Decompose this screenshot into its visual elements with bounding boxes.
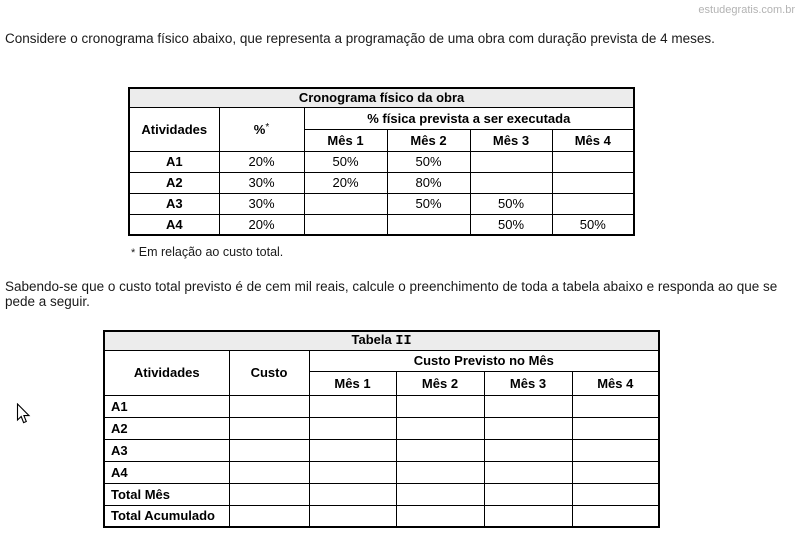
table2-title-roman: II <box>395 334 412 350</box>
table-row <box>104 505 659 527</box>
table-cell: 50% <box>304 151 387 172</box>
table1-span-header: % física prevista a ser executada <box>304 107 634 129</box>
table2-header-mes2: Mês 2 <box>396 371 484 395</box>
watermark: estudegratis.com.br <box>698 4 795 16</box>
mouse-cursor-icon <box>16 403 31 430</box>
row-label: Total Acumulado <box>104 505 229 527</box>
table-row <box>104 395 659 417</box>
empty-cell <box>309 505 396 527</box>
table-cell: 20% <box>219 214 304 235</box>
empty-cell <box>309 395 396 417</box>
empty-cell <box>484 505 572 527</box>
row-label: Total Mês <box>104 483 229 505</box>
table-row <box>104 461 659 483</box>
empty-cell <box>484 417 572 439</box>
empty-cell <box>309 417 396 439</box>
table-cell: 30% <box>219 172 304 193</box>
table-cell: 50% <box>470 214 552 235</box>
row-label: A4 <box>104 461 229 483</box>
empty-cell <box>309 461 396 483</box>
table-row <box>104 439 659 461</box>
table1-header-mes4: Mês 4 <box>552 129 634 151</box>
pct-symbol: % <box>253 121 266 137</box>
empty-cell <box>572 417 659 439</box>
table-row <box>104 483 659 505</box>
tabela-ii-table <box>103 330 660 528</box>
footnote-asterisk: * <box>131 247 136 259</box>
table-cell: 80% <box>387 172 470 193</box>
empty-cell <box>229 483 309 505</box>
intro-paragraph: Considere o cronograma físico abaixo, que representa a programação de uma obra com duração prevista de 4 meses. <box>5 31 715 46</box>
empty-cell <box>229 439 309 461</box>
empty-cell <box>396 417 484 439</box>
empty-cell <box>396 483 484 505</box>
empty-cell <box>484 461 572 483</box>
empty-cell <box>396 505 484 527</box>
table2-span-header: Custo Previsto no Mês <box>309 350 659 371</box>
empty-cell <box>229 395 309 417</box>
empty-cell <box>572 395 659 417</box>
table-cell: 50% <box>470 193 552 214</box>
table-cell <box>304 193 387 214</box>
table2-title <box>104 331 659 350</box>
footnote-text: Em relação ao custo total. <box>138 245 284 259</box>
table1-header-mes2: Mês 2 <box>387 129 470 151</box>
table-cell: 20% <box>304 172 387 193</box>
empty-cell <box>229 417 309 439</box>
empty-cell <box>309 483 396 505</box>
row-label: A1 <box>104 395 229 417</box>
table-row <box>129 172 634 193</box>
table-cell <box>552 172 634 193</box>
middle-paragraph: Sabendo-se que o custo total previsto é de cem mil reais, calcule o preenchimento de toda a tabela abaixo e responda ao que se pede a seguir. <box>5 279 778 309</box>
table-cell: 50% <box>387 151 470 172</box>
row-label: A1 <box>129 151 219 172</box>
empty-cell <box>229 505 309 527</box>
table2-header-custo: Custo <box>229 350 309 395</box>
table-cell <box>552 193 634 214</box>
empty-cell <box>484 439 572 461</box>
table2-header-mes3: Mês 3 <box>484 371 572 395</box>
row-label: A2 <box>129 172 219 193</box>
table-cell: 30% <box>219 193 304 214</box>
table-row <box>129 151 634 172</box>
table-cell <box>470 151 552 172</box>
empty-cell <box>572 505 659 527</box>
table1-header-pct <box>219 107 304 151</box>
table1-header-mes3: Mês 3 <box>470 129 552 151</box>
table1-header-mes1: Mês 1 <box>304 129 387 151</box>
table-row <box>129 193 634 214</box>
row-label: A3 <box>129 193 219 214</box>
table-cell: 50% <box>387 193 470 214</box>
empty-cell <box>572 483 659 505</box>
table-cell: 20% <box>219 151 304 172</box>
table-cell <box>387 214 470 235</box>
empty-cell <box>484 483 572 505</box>
table-row <box>129 214 634 235</box>
empty-cell <box>309 439 396 461</box>
table2-title-prefix: Tabela <box>351 332 392 348</box>
empty-cell <box>572 461 659 483</box>
cronograma-table <box>128 87 635 236</box>
row-label: A2 <box>104 417 229 439</box>
table-row <box>104 417 659 439</box>
empty-cell <box>484 395 572 417</box>
table1-header-atividades: Atividades <box>129 107 219 151</box>
table2-header-atividades: Atividades <box>104 350 229 395</box>
empty-cell <box>396 395 484 417</box>
table1-title: Cronograma físico da obra <box>129 88 634 107</box>
table-cell: 50% <box>552 214 634 235</box>
table-cell <box>304 214 387 235</box>
pct-asterisk: * <box>265 121 270 133</box>
table2-header-mes1: Mês 1 <box>309 371 396 395</box>
row-label: A4 <box>129 214 219 235</box>
empty-cell <box>396 439 484 461</box>
empty-cell <box>572 439 659 461</box>
empty-cell <box>396 461 484 483</box>
table2-header-mes4: Mês 4 <box>572 371 659 395</box>
table-cell <box>552 151 634 172</box>
empty-cell <box>229 461 309 483</box>
table1-footnote <box>131 245 283 259</box>
row-label: A3 <box>104 439 229 461</box>
table-cell <box>470 172 552 193</box>
